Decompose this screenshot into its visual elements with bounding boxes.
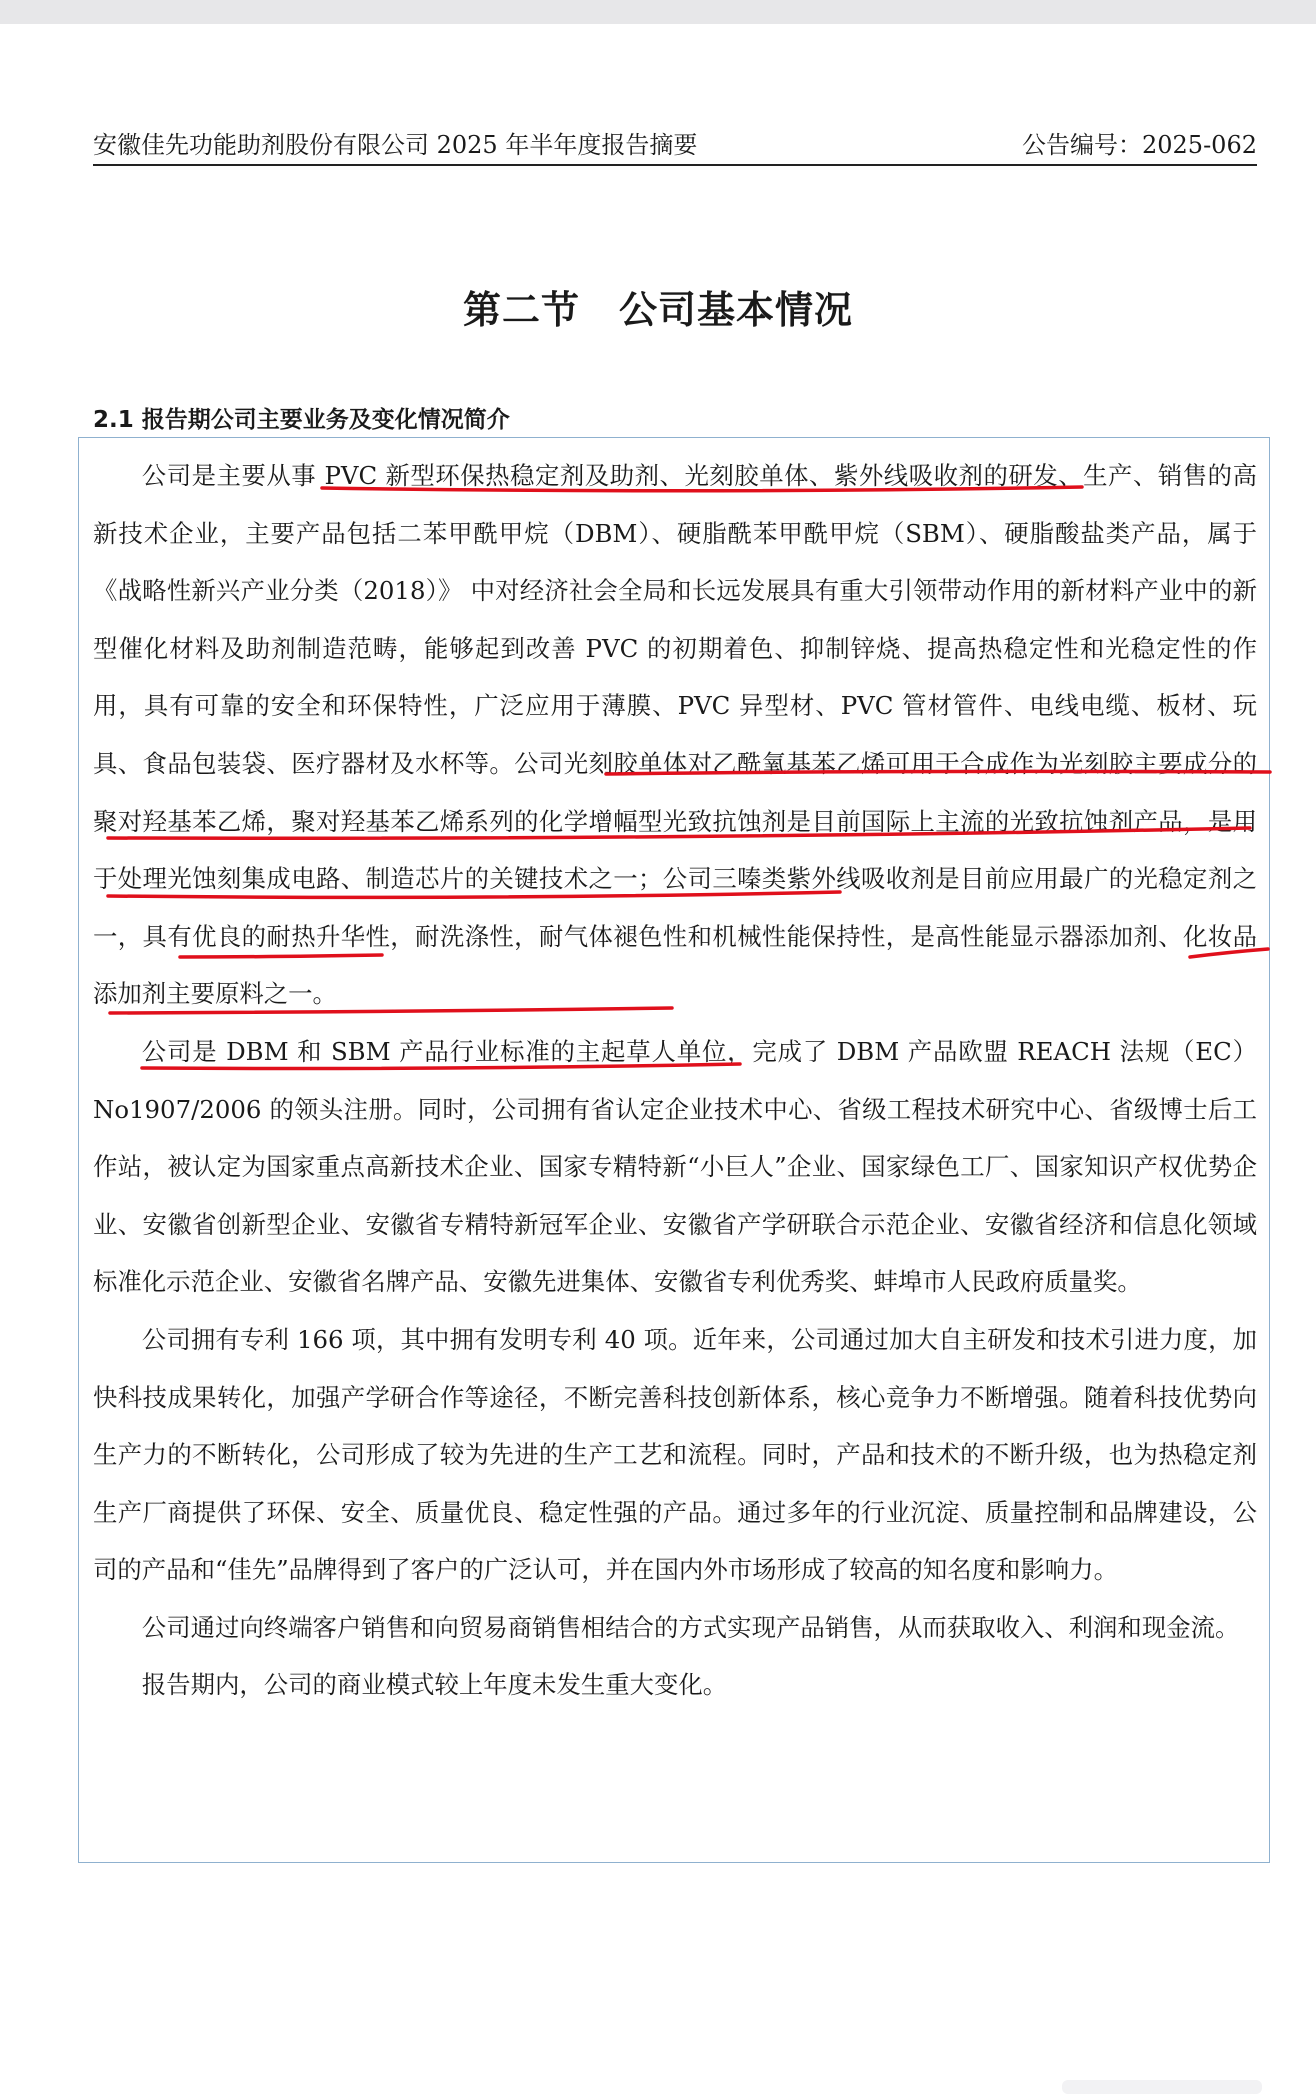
corner-element [1062, 2080, 1262, 2094]
page-header [93, 128, 1257, 166]
announcement-number: 公告编号：2025-062 [1022, 131, 1257, 159]
top-bar [0, 0, 1316, 24]
header-title: 安徽佳先功能助剂股份有限公司 2025 年半年度报告摘要 [93, 131, 698, 159]
paragraph-sales: 公司通过向终端客户销售和向贸易商销售相结合的方式实现产品销售，从而获取收入、利润和现金流。 [141, 1612, 1240, 1642]
paragraph-standards: 公司是 DBM 和 SBM 产品行业标准的主起草人单位，完成了 DBM 产品欧盟 REACH 法规（EC）No1907/2006 的领头注册。同时，公司拥有省认定企业技术中心、省级工程技术研究中心、省级博士后工作站，被认定为国家重点高新技术企业、国家专精特新“小巨人”企业、国家绿色工厂、国家知识产权优势企业、安徽省创新型企业、安徽省专精特新冠军企业、安徽省产学研联合示范企业、安徽省经济和信息化领域标准化示范企业、安徽省名牌产品、安徽先进集体、安徽省专利优秀奖、蚌埠市人民政府质量奖。 [93, 1036, 1257, 1297]
paragraph-model: 报告期内，公司的商业模式较上年度未发生重大变化。 [141, 1670, 728, 1700]
paragraph-patents: 公司拥有专利 166 项，其中拥有发明专利 40 项。近年来，公司通过加大自主研发和技术引进力度，加快科技成果转化，加强产学研合作等途径，不断完善科技创新体系，核心竞争力不断增强。随着科技优势向生产力的不断转化，公司形成了较为先进的生产工艺和流程。同时，产品和技术的不断升级，也为热稳定剂生产厂商提供了环保、安全、质量优良、稳定性强的产品。通过多年的行业沉淀、质量控制和品牌建设，公司的产品和“佳先”品牌得到了客户的广泛认可，并在国内外市场形成了较高的知名度和影响力。 [93, 1324, 1257, 1585]
paragraph-business: 公司是主要从事 PVC 新型环保热稳定剂及助剂、光刻胶单体、紫外线吸收剂的研发、生产、销售的高新技术企业，主要产品包括二苯甲酰甲烷（DBM）、硬脂酰苯甲酰甲烷（SBM）、硬脂酸盐类产品，属于《战略性新兴产业分类（2018）》 中对经济社会全局和长远发展具有重大引领带动作用的新材料产业中的新型催化材料及助剂制造范畴，能够起到改善 PVC 的初期着色、抑制锌烧、提高热稳定性和光稳定性的作用，具有可靠的安全和环保特性，广泛应用于薄膜、PVC 异型材、PVC 管材管件、电线电缆、板材、玩具、食品包装袋、医疗器材及水杯等。公司光刻胶单体对乙酰氧基苯乙烯可用于合成作为光刻胶主要成分的聚对羟基苯乙烯，聚对羟基苯乙烯系列的化学增幅型光致抗蚀剂是目前国际上主流的光致抗蚀剂产品，是用于处理光蚀刻集成电路、制造芯片的关键技术之一；公司三嗪类紫外线吸收剂是目前应用最广的光稳定剂之一，具有优良的耐热升华性，耐洗涤性，耐气体褪色性和机械性能保持性，是高性能显示器添加剂、化妆品添加剂主要原料之一。 [93, 461, 1257, 1009]
section-title: 第二节 公司基本情况 [462, 288, 853, 332]
body-text [93, 447, 1257, 1714]
subsection-title: 2.1 报告期公司主要业务及变化情况简介 [93, 407, 510, 433]
